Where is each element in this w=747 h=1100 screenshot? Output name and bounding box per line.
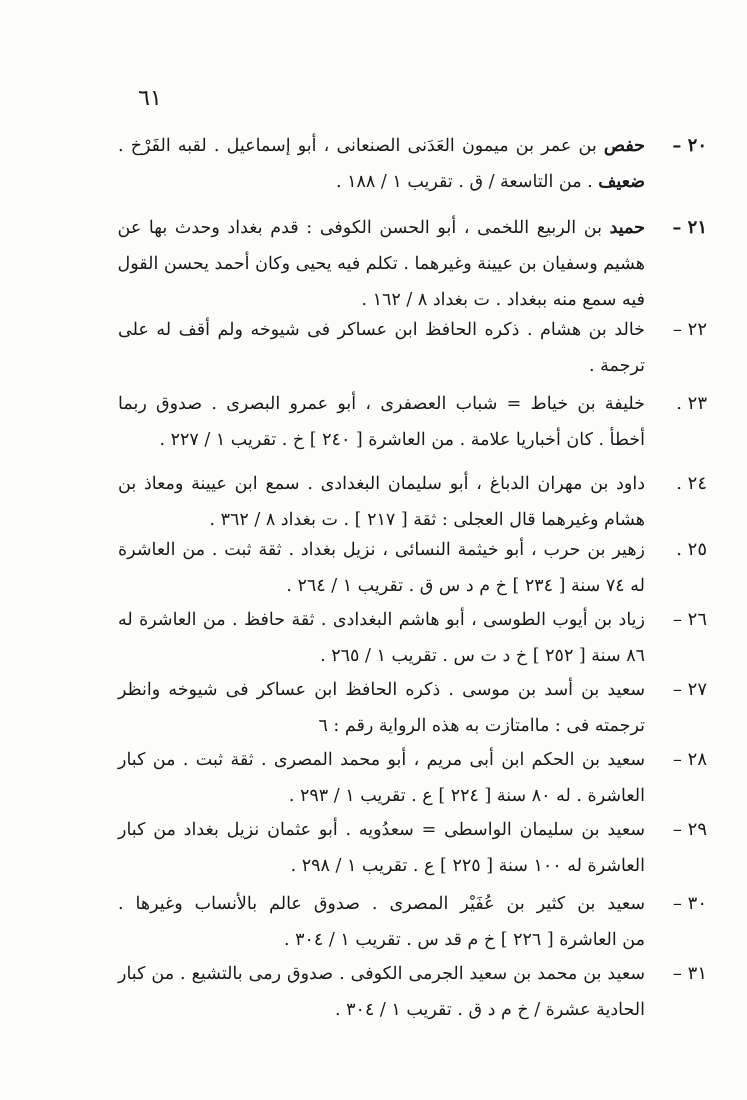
entry-line [118,956,645,992]
entry [118,386,707,458]
entry-line-text: داود بن مهران الدباغ ، أبو سليمان البغدادى . سمع ابن عيينة ومعاذ بن [118,474,645,494]
entry [118,956,707,1028]
entry-text [118,312,645,384]
entry-text [118,386,645,458]
entry-text [118,532,645,604]
entry [118,742,707,814]
entry-line-text: سعيد بن محمد بن سعيد الجرمى الكوفى . صدوق رمى بالتشيع . من كبار [118,964,645,984]
entry-number: ٢٠ – [672,135,707,156]
entry-number: ٣١ – [672,963,707,984]
entry-line-text: هشيم وسفيان بن عيينة وغيرهما . تكلم فيه يحيى وكان أحمد يحسن القول [117,254,645,274]
entry-text [118,602,645,674]
entry [118,672,707,744]
entry-number: ٢١ – [672,217,707,238]
entry-line [118,422,645,458]
entry-line-text: من العاشرة [ ٢٢٦ ] خ م قد س . تقريب ١ / ٣٠٤ . [283,930,645,950]
entry-line-text: له ٧٤ سنة [ ٢٣٤ ] خ م د س ق . تقريب ١ / ٢٦٤ . [286,576,645,596]
entry-text [118,956,645,1028]
entry-line-text: . من التاسعة / ق . تقريب ١ / ١٨٨ . [335,172,599,192]
entry-line-text: سعيد بن سليمان الواسطى = سعدُويه . أبو عثمان نزيل بغداد من كبار [118,820,645,840]
entry-line [118,348,645,384]
entry-line [118,886,645,922]
entry-number: ٢٩ – [672,819,707,840]
entry-number: ٢٦ – [672,609,707,630]
entry-line-text: سعيد بن كثير بن عُفَيْر المصرى . صدوق عالم بالأنساب وغيرها . [118,894,645,914]
entry [118,210,707,318]
entry-line [118,672,645,708]
entry-line [118,812,645,848]
entry [118,128,707,200]
entry-line [118,466,645,502]
page-number: ٦١ [138,86,162,111]
entry-line [118,386,645,422]
entry [118,532,707,604]
entry-line-text: خليفة بن خياط = شباب العصفرى ، أبو عمرو البصرى . صدوق ربما [118,394,645,414]
entry-line-text: سعيد بن أسد بن موسى . ذكره الحافظ ابن عساكر فى شيوخه وانظر [118,680,645,700]
entry [118,812,707,884]
entry-line [118,742,645,778]
entry-text [118,210,645,318]
entry-text [118,742,645,814]
entry-number: ٣٠ – [672,893,707,914]
entry-line [118,992,645,1028]
entry-line-text: العاشرة له ١٠٠ سنة [ ٢٢٥ ] ع . تقريب ١ / ٢٩٨ . [290,856,645,876]
entry-number: ٢٧ – [672,679,707,700]
entry-line-text: ٨٦ سنة [ ٢٥٢ ] خ د ت س . تقريب ١ / ٢٦٥ . [320,646,645,666]
entry-line [118,568,645,604]
entry [118,886,707,958]
entry-number: ٢٨ – [672,749,707,770]
entry-number: ٢٤ . [676,473,707,494]
entry-name-bold: ضعيف [598,172,645,192]
entry-line-text: العاشرة . له ٨٠ سنة [ ٢٢٤ ] ع . تقريب ١ / ٢٩٣ . [288,786,645,806]
entry-line-text: سعيد بن الحكم ابن أبى مريم ، أبو محمد المصرى . ثقة ثبت . من كبار [118,750,645,770]
entry-line-text: أخطأ . كان أخباريا علامة . من العاشرة [ ٢٤٠ ] خ . تقريب ١ / ٢٢٧ . [159,430,645,450]
entry-text [118,466,645,538]
entry-line-text: زياد بن أيوب الطوسى ، أبو هاشم البغدادى . ثقة حافظ . من العاشرة له [118,610,645,630]
entry-name-bold: حفص [603,136,645,156]
entry [118,602,707,674]
entry-text [118,812,645,884]
entry-line-text: بن الربيع اللخمى ، أبو الحسن الكوفى : قدم بغداد وحدث بها عن [117,218,610,238]
entry-text [118,886,645,958]
entry-number: ٢٥ . [676,539,707,560]
entry-line-text: الحادية عشرة / خ م د ق . تقريب ١ / ٣٠٤ . [335,1000,645,1020]
entry-line-text: ترجمة . [589,356,645,376]
entry-line [118,128,645,164]
entry-line [118,210,645,246]
entry-number: ٢٣ . [676,393,707,414]
entry-line [118,922,645,958]
entry-line [118,848,645,884]
entry-line-text: بن عمر بن ميمون العَدَنى الصنعانى ، أبو إسماعيل . لقبه الفَرْخ . [118,136,604,156]
entry-line [118,602,645,638]
entry [118,312,707,384]
entry-line [118,532,645,568]
entry-line-text: فيه سمع منه ببغداد . ت بغداد ٨ / ١٦٢ . [361,290,645,310]
entry-line-text: هشام وغيرهما قال العجلى : ثقة [ ٢١٧ ] . ت بغداد ٨ / ٣٦٢ . [209,510,645,530]
entry-line [118,708,645,744]
entry-number: ٢٢ – [672,319,707,340]
entry-line [118,246,645,282]
entry-line-text: زهير بن حرب ، أبو خيثمة النسائى ، نزيل بغداد . ثقة ثبت . من العاشرة [118,540,645,560]
entry-line-text: ترجمته فى : ماامتازت به هذه الرواية رقم : ٦ [318,716,645,736]
entry [118,466,707,538]
entry-line [118,638,645,674]
entry-line [118,312,645,348]
entry-line-text: خالد بن هشام . ذكره الحافظ ابن عساكر فى شيوخه ولم أقف له على [118,320,645,340]
entry-line [118,164,645,200]
entry-line [118,778,645,814]
entry-text [118,128,645,200]
entry-text [118,672,645,744]
entry-name-bold: حميد [609,218,645,238]
